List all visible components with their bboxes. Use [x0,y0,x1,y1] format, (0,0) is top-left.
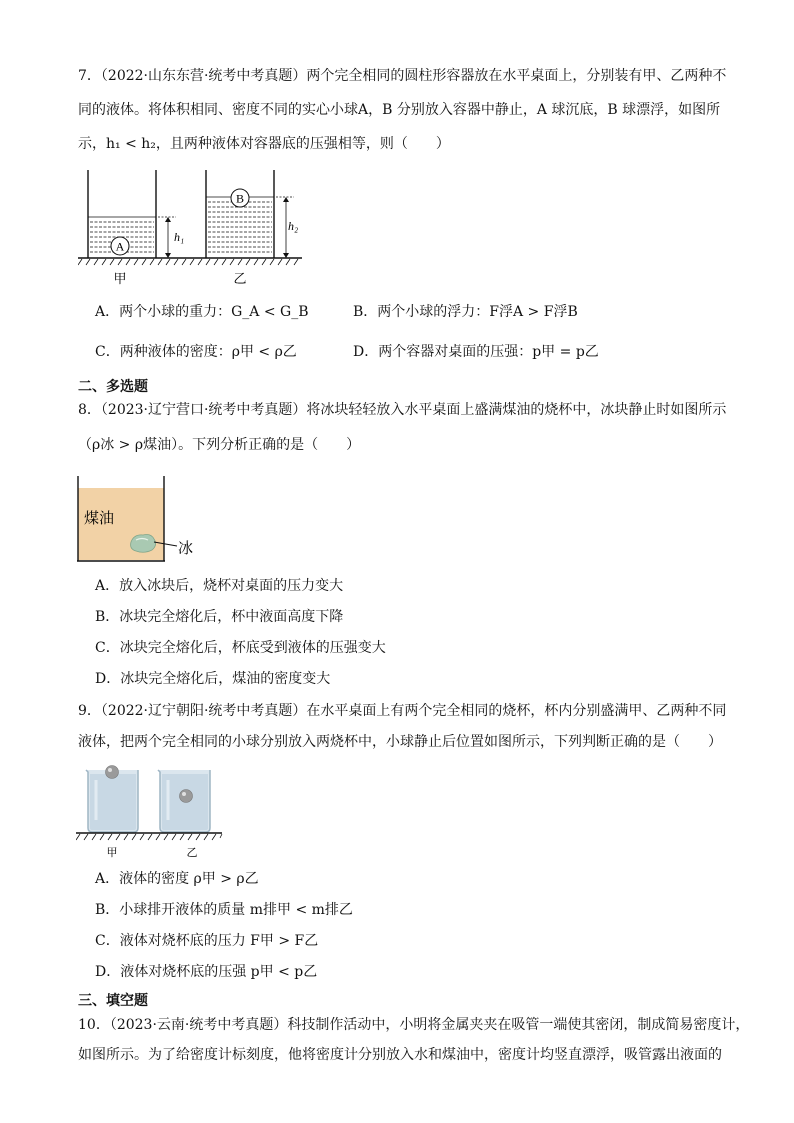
q7-option-b: B．两个小球的浮力：F浮A > F浮B [353,304,578,320]
q8-option-d: D．冰块完全熔化后，煤油的密度变大 [95,671,331,687]
q9-ground-hatch [76,834,222,840]
q7-container-right [206,170,298,258]
q8-option-a: A．放入冰块后，烧杯对桌面的压力变大 [95,578,344,594]
q7-h2-label: h₂ [288,219,299,233]
q7-container-left [88,170,184,258]
q9-label-jia: 甲 [106,846,118,859]
q7-ball-a-label: A [115,239,125,254]
section-multiple-choice: 二、多选题 [78,379,148,395]
q7-label-jia: 甲 [113,272,127,287]
q7-option-a: A．两个小球的重力：G_A < G_B [95,304,309,320]
q9-option-b: B．小球排开液体的质量 m排甲 < m排乙 [95,902,353,918]
q7-ground-hatch [78,259,298,265]
q10-line-2: 如图所示。为了给密度计标刻度，他将密度计分别放入水和煤油中，密度计均竖直漂浮，吸管露出液面的 [78,1047,722,1063]
q9-label-yi: 乙 [186,846,198,859]
q8-option-b: B．冰块完全熔化后，杯中液面高度下降 [95,609,344,625]
q8-kerosene-label: 煤油 [84,509,115,527]
q8-figure [76,474,206,566]
q9-beaker-left [86,766,138,833]
q7-option-c: C．两种液体的密度：ρ甲 < ρ乙 [95,344,297,360]
q8-ice-cube [131,535,156,553]
q7-line-1: 7．（2022·山东东营·统考中考真题）两个完全相同的圆柱形容器放在水平桌面上，分别装有甲、乙两种不 [78,68,727,84]
q9-figure [76,760,226,860]
q8-line-2: （ρ冰 > ρ煤油）。下列分析正确的是（ ） [78,437,361,453]
q7-option-d: D．两个容器对桌面的压强：p甲 = p乙 [353,344,599,360]
q7-ball-b-label: B [235,191,245,206]
q9-option-c: C．液体对烧杯底的压力 F甲 > F乙 [95,933,319,949]
q9-option-a: A．液体的密度 ρ甲 > ρ乙 [95,871,259,887]
q9-option-d: D．液体对烧杯底的压强 p甲 < p乙 [95,964,318,980]
q9-line-1: 9．（2022·辽宁朝阳·统考中考真题）在水平桌面上有两个完全相同的烧杯，杯内分别盛满甲、乙两种不同 [78,703,727,719]
q7-line-3: 示，h₁ < h₂，且两种液体对容器底的压强相等，则（ ） [78,136,450,152]
q8-ice-label: 冰 [178,539,194,557]
q7-figure [78,165,303,290]
q9-beaker-right [158,770,210,832]
q10-line-1: 10．（2023·云南·统考中考真题）科技制作活动中，小明将金属夹夹在吸管一端使其密闭，制成简易密度计， [78,1017,750,1033]
q7-h1-label: h₁ [174,230,185,244]
q8-line-1: 8．（2023·辽宁营口·统考中考真题）将冰块轻轻放入水平桌面上盛满煤油的烧杯中，冰块静止时如图所示 [78,402,727,418]
q9-line-2: 液体，把两个完全相同的小球分别放入两烧杯中，小球静止后位置如图所示，下列判断正确的是（ ） [78,734,722,750]
q7-label-yi: 乙 [233,272,247,287]
q7-line-2: 同的液体。将体积相同、密度不同的实心小球A，B 分别放入容器中静止，A 球沉底，B 球漂浮，如图所 [78,102,721,118]
q8-option-c: C．冰块完全熔化后，杯底受到液体的压强变大 [95,640,386,656]
section-fill-in: 三、填空题 [78,993,148,1009]
